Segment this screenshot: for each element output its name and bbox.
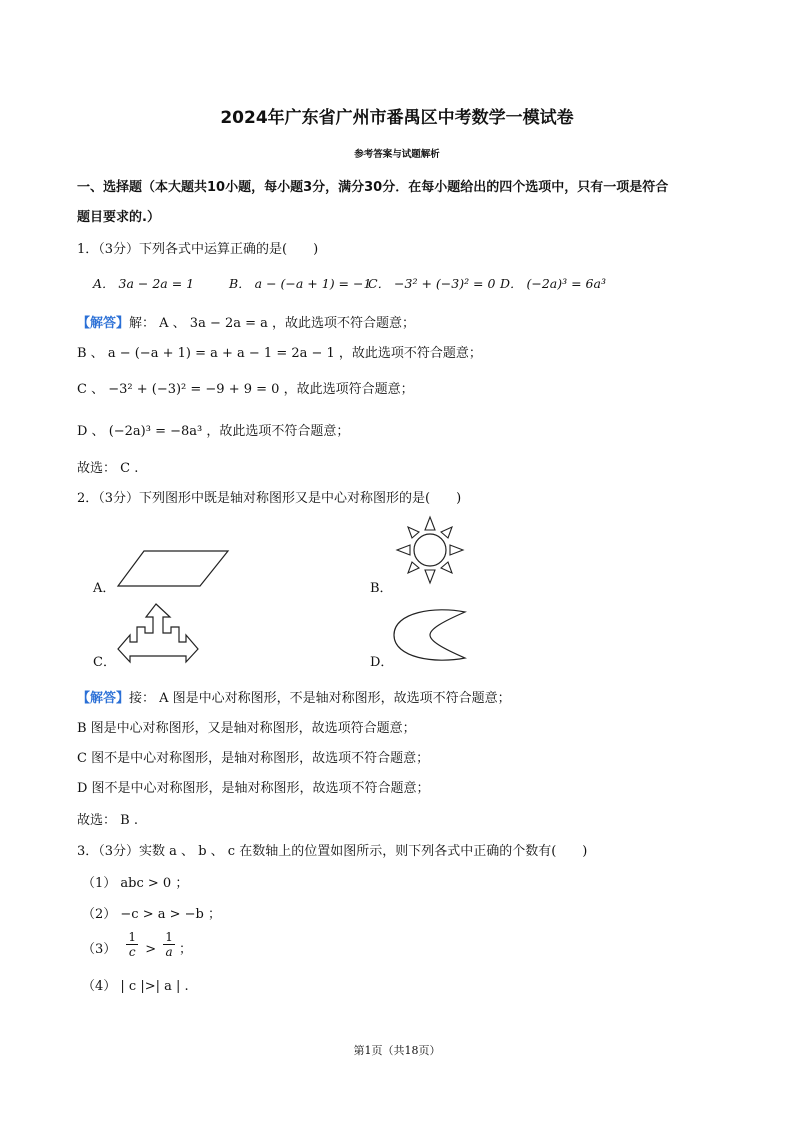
q2-solution-tag: 【解答】	[77, 691, 130, 706]
q3-item-4: （4） | c |>| a | .	[82, 979, 189, 994]
q1-solution-line-4: D 、 (−2a)³ = −8a³ ，故此选项不符合题意；	[77, 424, 350, 439]
three-arrows-figure	[116, 602, 200, 664]
fraction-1-numerator: 1	[128, 930, 137, 944]
q2-answer: 故选： B .	[77, 813, 138, 828]
q2-label-c: C．	[93, 655, 116, 670]
q1-option-c: C． −3² + (−3)² = 0	[368, 276, 496, 291]
q1-option-b: B． a − (−a + 1) = −1	[229, 276, 372, 291]
q2-solution-line-2: B 图是中心对称图形，又是轴对称图形，故选项符合题意；	[77, 721, 416, 736]
page-title: 2024年广东省广州市番禺区中考数学一模试卷	[220, 108, 574, 128]
q3-item-3-gt: >	[145, 942, 157, 957]
section-heading-line-1: 一、选择题（本大题共10小题，每小题3分，满分30分．在每小题给出的四个选项中，只有一项是符合	[77, 180, 669, 195]
section-heading-line-2: 题目要求的.）	[77, 210, 160, 225]
crescent-figure	[390, 608, 470, 662]
q3-item-2: （2） −c > a > −b ；	[82, 907, 221, 922]
q3-item-1: （1） abc > 0 ；	[82, 876, 189, 891]
q2-label-a: A．	[93, 581, 116, 596]
q1-option-d: D． (−2a)³ = 6a³	[500, 276, 606, 291]
q1-stem: 1．（3分）下列各式中运算正确的是( )	[77, 242, 319, 257]
q2-solution-text-1: 接： A 图是中心对称图形，不是轴对称图形，故选项不符合题意；	[129, 691, 511, 706]
sun-figure	[390, 510, 470, 590]
fraction-2-numerator: 1	[165, 930, 173, 944]
fraction-1-over-a	[163, 930, 175, 959]
q2-stem: 2．（3分）下列图形中既是轴对称图形又是中心对称图形的是( )	[77, 491, 462, 506]
fraction-1-over-c	[126, 930, 138, 959]
q2-solution-line-3: C 图不是中心对称图形，是轴对称图形，故选项不符合题意；	[77, 751, 430, 766]
q1-solution-line-2: B 、 a − (−a + 1) = a + a − 1 = 2a − 1 ，故此选项不符合题意；	[77, 346, 482, 361]
q3-item-3	[82, 930, 192, 959]
fraction-2-denominator: a	[165, 945, 173, 959]
q3-stem: 3．（3分）实数 a 、 b 、 c 在数轴上的位置如图所示，则下列各式中正确的个数有( )	[77, 844, 588, 859]
parallelogram-figure	[116, 548, 232, 590]
q2-solution-line-4: D 图不是中心对称图形，是轴对称图形，故选项不符合题意；	[77, 781, 430, 796]
q2-solution-line-1	[77, 687, 511, 706]
q1-option-a: A． 3a − 2a = 1	[93, 276, 195, 291]
q1-solution-line-3: C 、 −3² + (−3)² = −9 + 9 = 0 ，故此选项符合题意；	[77, 382, 414, 397]
page-footer: 第1页（共18页）	[353, 1044, 441, 1057]
page-subtitle: 参考答案与试题解析	[354, 149, 440, 160]
q2-label-b: B．	[370, 581, 393, 596]
q1-answer: 故选： C .	[77, 461, 139, 476]
q1-solution-text-1: 解： A 、 3a − 2a = a ，故此选项不符合题意；	[129, 316, 416, 331]
q1-solution-line-1	[77, 312, 415, 331]
fraction-1-denominator: c	[128, 945, 136, 959]
q3-item-3-suffix: ；	[179, 942, 193, 957]
q3-item-3-prefix: （3）	[82, 942, 117, 957]
q2-label-d: D．	[370, 655, 394, 670]
q1-solution-tag: 【解答】	[77, 316, 130, 331]
